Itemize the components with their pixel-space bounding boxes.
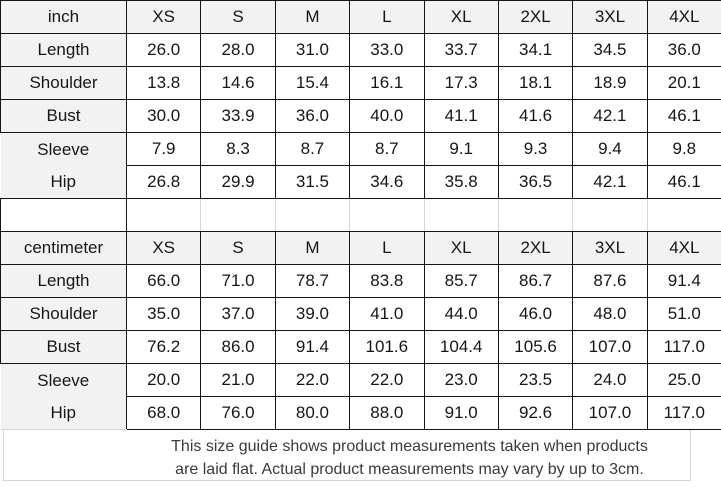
value-cell: 76.2	[127, 331, 201, 364]
footer-note-text	[127, 435, 692, 481]
row-label-cell: Shoulder	[1, 298, 127, 331]
spacer-cell	[573, 199, 647, 232]
size-header-cell: S	[201, 232, 275, 265]
value-cell: 36.0	[275, 100, 349, 133]
value-cell: 29.9	[201, 166, 275, 199]
size-header-cell: S	[201, 1, 275, 34]
row-label-sleeve: Sleeve	[37, 139, 90, 159]
value-cell: 107.0	[573, 331, 647, 364]
value-cell: 39.0	[275, 298, 349, 331]
value-cell: 88.0	[350, 397, 424, 430]
table-row	[1, 1, 721, 34]
row-label-sleeve: Sleeve	[37, 370, 90, 390]
spacer-cell	[350, 199, 424, 232]
spacer-cell	[498, 199, 572, 232]
value-cell: 34.1	[498, 34, 572, 67]
table-row	[1, 67, 721, 100]
value-cell: 35.0	[127, 298, 201, 331]
value-cell: 104.4	[424, 331, 498, 364]
value-cell: 107.0	[573, 397, 647, 430]
value-cell: 7.9	[127, 133, 201, 166]
value-cell: 33.9	[201, 100, 275, 133]
value-cell: 42.1	[573, 166, 647, 199]
value-cell: 9.1	[424, 133, 498, 166]
value-cell: 37.0	[201, 298, 275, 331]
value-cell: 15.4	[275, 67, 349, 100]
value-cell: 22.0	[350, 364, 424, 397]
value-cell: 31.0	[275, 34, 349, 67]
value-cell: 92.6	[498, 397, 572, 430]
value-cell: 8.7	[350, 133, 424, 166]
table-row	[1, 34, 721, 67]
row-label-cell: Bust	[1, 331, 127, 364]
row-label-cell: Length	[1, 34, 127, 67]
row-label-cell: Length	[1, 265, 127, 298]
value-cell: 68.0	[127, 397, 201, 430]
value-cell: 86.7	[498, 265, 572, 298]
value-cell: 21.0	[201, 364, 275, 397]
value-cell: 85.7	[424, 265, 498, 298]
spacer-label-cell	[1, 199, 127, 232]
value-cell: 91.4	[275, 331, 349, 364]
value-cell: 44.0	[424, 298, 498, 331]
value-cell: 23.0	[424, 364, 498, 397]
value-cell: 33.7	[424, 34, 498, 67]
row-label-hip: Hip	[50, 402, 76, 422]
value-cell: 9.8	[647, 133, 721, 166]
value-cell: 36.0	[647, 34, 721, 67]
table-row	[1, 100, 721, 133]
value-cell: 46.1	[647, 166, 721, 199]
table-row	[1, 331, 721, 364]
value-cell: 30.0	[127, 100, 201, 133]
footer-note	[3, 430, 691, 481]
size-header-cell: M	[275, 232, 349, 265]
table-row	[1, 232, 721, 265]
value-cell: 105.6	[498, 331, 572, 364]
value-cell: 48.0	[573, 298, 647, 331]
value-cell: 23.5	[498, 364, 572, 397]
value-cell: 86.0	[201, 331, 275, 364]
size-header-cell: M	[275, 1, 349, 34]
spacer-cell	[201, 199, 275, 232]
value-cell: 8.7	[275, 133, 349, 166]
table-row	[1, 364, 721, 397]
value-cell: 22.0	[275, 364, 349, 397]
size-header-cell: 4XL	[647, 232, 721, 265]
spacer-cell	[424, 199, 498, 232]
footer-line-2: are laid flat. Actual product measurements may vary by up to 3cm.	[175, 461, 644, 478]
size-header-cell: 3XL	[573, 232, 647, 265]
row-label-cell: Shoulder	[1, 67, 127, 100]
value-cell: 87.6	[573, 265, 647, 298]
value-cell: 17.3	[424, 67, 498, 100]
value-cell: 117.0	[647, 331, 721, 364]
table-row	[1, 298, 721, 331]
size-header-cell: 3XL	[573, 1, 647, 34]
value-cell: 28.0	[201, 34, 275, 67]
value-cell: 13.8	[127, 67, 201, 100]
value-cell: 66.0	[127, 265, 201, 298]
table-row	[1, 199, 721, 232]
size-header-cell: 2XL	[498, 1, 572, 34]
value-cell: 40.0	[350, 100, 424, 133]
row-label-hip: Hip	[50, 171, 76, 191]
value-cell: 24.0	[573, 364, 647, 397]
value-cell: 42.1	[573, 100, 647, 133]
value-cell: 20.0	[127, 364, 201, 397]
value-cell: 16.1	[350, 67, 424, 100]
value-cell: 41.6	[498, 100, 572, 133]
size-header-cell: XL	[424, 232, 498, 265]
spacer-cell	[647, 199, 721, 232]
value-cell: 8.3	[201, 133, 275, 166]
value-cell: 14.6	[201, 67, 275, 100]
value-cell: 25.0	[647, 364, 721, 397]
size-header-cell: 4XL	[647, 1, 721, 34]
value-cell: 33.0	[350, 34, 424, 67]
table-row	[1, 133, 721, 166]
value-cell: 91.0	[424, 397, 498, 430]
value-cell: 31.5	[275, 166, 349, 199]
value-cell: 34.5	[573, 34, 647, 67]
value-cell: 18.9	[573, 67, 647, 100]
value-cell: 9.4	[573, 133, 647, 166]
value-cell: 46.1	[647, 100, 721, 133]
size-header-cell: XL	[424, 1, 498, 34]
value-cell: 78.7	[275, 265, 349, 298]
size-header-cell: 2XL	[498, 232, 572, 265]
footer-line-1: This size guide shows product measurements taken when products	[171, 438, 648, 455]
value-cell: 18.1	[498, 67, 572, 100]
value-cell: 41.1	[424, 100, 498, 133]
value-cell: 80.0	[275, 397, 349, 430]
value-cell: 46.0	[498, 298, 572, 331]
value-cell: 35.8	[424, 166, 498, 199]
row-label-sleeve-hip	[1, 133, 127, 199]
value-cell: 91.4	[647, 265, 721, 298]
row-label-cell: Bust	[1, 100, 127, 133]
spacer-cell	[275, 199, 349, 232]
value-cell: 83.8	[350, 265, 424, 298]
table-row	[1, 265, 721, 298]
value-cell: 9.3	[498, 133, 572, 166]
spacer-cell	[127, 199, 201, 232]
value-cell: 101.6	[350, 331, 424, 364]
size-header-cell: XS	[127, 1, 201, 34]
unit-header-cell-inch: inch	[1, 1, 127, 34]
size-header-cell: L	[350, 1, 424, 34]
value-cell: 36.5	[498, 166, 572, 199]
value-cell: 117.0	[647, 397, 721, 430]
value-cell: 71.0	[201, 265, 275, 298]
size-header-cell: XS	[127, 232, 201, 265]
value-cell: 20.1	[647, 67, 721, 100]
value-cell: 51.0	[647, 298, 721, 331]
value-cell: 76.0	[201, 397, 275, 430]
unit-header-cell-cm: centimeter	[1, 232, 127, 265]
size-header-cell: L	[350, 232, 424, 265]
value-cell: 34.6	[350, 166, 424, 199]
value-cell: 26.0	[127, 34, 201, 67]
row-label-sleeve-hip	[1, 364, 127, 430]
value-cell: 41.0	[350, 298, 424, 331]
value-cell: 26.8	[127, 166, 201, 199]
